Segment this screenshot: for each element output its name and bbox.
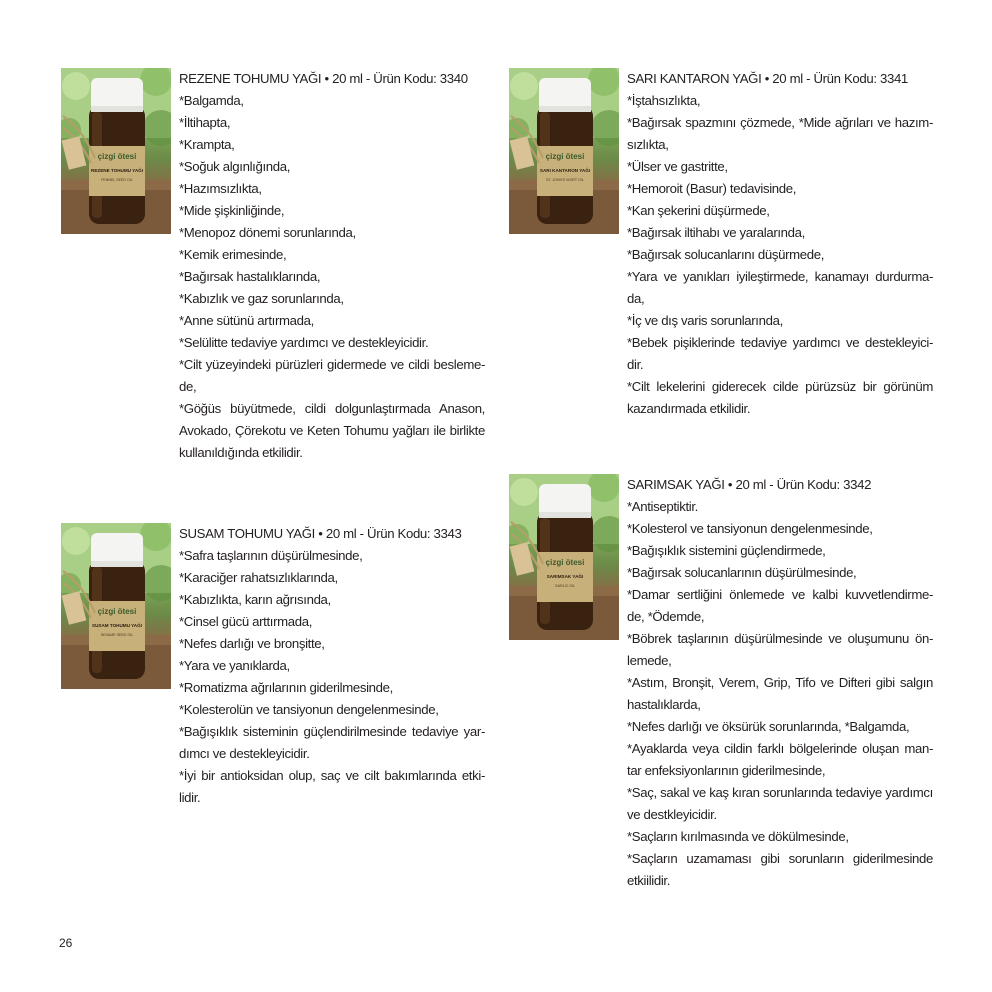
product-photo xyxy=(61,68,171,234)
benefit-line: *Ülser ve gastritte, xyxy=(627,159,728,174)
benefit-line: *Kan şekerini düşürmede, xyxy=(627,203,770,218)
benefit-line: *Ayaklarda veya cildin farklı bölgelerinde oluşan man- xyxy=(627,741,933,756)
benefit-line: *Bebek pişiklerinde tedaviye yardımcı ve destekleyici- xyxy=(627,335,933,350)
label-brand: çizgi ötesi xyxy=(97,152,137,161)
benefit-line: *Kabızlıkta, karın ağrısında, xyxy=(179,592,331,607)
benefit-line: *Karaciğer rahatsızlıklarında, xyxy=(179,570,338,585)
product-description xyxy=(179,68,485,464)
benefit-line: *Saç, sakal ve kaş kıran sorunlarında tedaviye yardımcı xyxy=(627,785,933,800)
benefit-line: *Mide şişkinliğinde, xyxy=(179,203,285,218)
product-title: SARIMSAK YAĞI • 20 ml - Ürün Kodu: 3342 xyxy=(627,477,872,492)
benefit-line: *Balgamda, xyxy=(179,93,244,108)
benefit-line: *Bağırsak iltihabı ve yaralarında, xyxy=(627,225,805,240)
benefit-line: de, xyxy=(179,379,197,394)
product-description xyxy=(627,68,933,420)
benefit-line: lemede, xyxy=(627,653,672,668)
benefit-line: *Hazımsızlıkta, xyxy=(179,181,262,196)
benefit-line: etkiilidir. xyxy=(627,873,671,888)
benefit-line: *Yara ve yanıklarda, xyxy=(179,658,290,673)
benefit-line: sızlıkta, xyxy=(627,137,669,152)
benefit-line: *Anne sütünü artırmada, xyxy=(179,313,314,328)
benefit-list xyxy=(627,90,933,420)
benefit-line: *Menopoz dönemi sorunlarında, xyxy=(179,225,356,240)
benefit-line: *Hemoroit (Basur) tedavisinde, xyxy=(627,181,797,196)
benefit-line: dımcı ve destekleyicidir. xyxy=(179,746,310,761)
label-product-name: SARI KANTARON YAĞI xyxy=(539,168,591,173)
label-product-name: SARIMSAK YAĞI xyxy=(546,574,584,579)
page-number: 26 xyxy=(59,936,73,950)
benefit-line: *Bağırsak spazmını çözmede, *Mide ağrıları ve hazım- xyxy=(627,115,933,130)
label-brand: çizgi ötesi xyxy=(545,152,585,161)
benefit-line: hastalıklarda, xyxy=(627,697,701,712)
benefit-line: *Göğüs büyütmede, cildi dolgunlaştırmada Anason, xyxy=(179,401,485,416)
benefit-line: *Antiseptiktir. xyxy=(627,499,698,514)
benefit-line: *Astım, Bronşit, Verem, Grip, Tifo ve Difteri gibi salgın xyxy=(627,675,933,690)
benefit-line: *Soğuk algınlığında, xyxy=(179,159,291,174)
benefit-line: *Kabızlık ve gaz sorunlarında, xyxy=(179,291,344,306)
benefit-line: *Selülitte tedaviye yardımcı ve destekleyicidir. xyxy=(179,335,429,350)
benefit-line: tar enfeksiyonlarının giderilmesinde, xyxy=(627,763,826,778)
benefit-line: *İştahsızlıkta, xyxy=(627,93,701,108)
benefit-line: *Kemik erimesinde, xyxy=(179,247,287,262)
benefit-line: *Bağışıklık sisteminin güçlendirilmesinde tedaviye yar- xyxy=(179,724,485,739)
benefit-line: *Saçların kırılmasında ve dökülmesinde, xyxy=(627,829,849,844)
label-product-name: SUSAM TOHUMU YAĞI xyxy=(92,623,142,628)
product-description xyxy=(179,523,485,809)
label-product-sub: GARLIC OIL xyxy=(554,584,576,588)
benefit-line: Avokado, Çörekotu ve Keten Tohumu yağları ile birlikte xyxy=(179,423,485,438)
oil-bottle-image xyxy=(61,523,171,689)
benefit-line: *Bağırsak solucanlarının düşürülmesinde, xyxy=(627,565,857,580)
benefit-line: *Kolesterol ve tansiyonun dengelenmesinde, xyxy=(627,521,873,536)
label-brand: çizgi ötesi xyxy=(97,607,137,616)
benefit-line: *Nefes darlığı ve bronşitte, xyxy=(179,636,325,651)
benefit-line: da, xyxy=(627,291,645,306)
label-product-name: REZENE TOHUMU YAĞI xyxy=(91,168,143,173)
label-brand: çizgi ötesi xyxy=(545,558,585,567)
oil-bottle-image xyxy=(509,68,619,234)
benefit-line: ve destkleyicidir. xyxy=(627,807,717,822)
product-title: REZENE TOHUMU YAĞI • 20 ml - Ürün Kodu: 3340 xyxy=(179,71,468,86)
benefit-line: *Kolesterolün ve tansiyonun dengelenmesinde, xyxy=(179,702,439,717)
benefit-line: *İltihapta, xyxy=(179,115,231,130)
benefit-line: lidir. xyxy=(179,790,201,805)
benefit-line: *Nefes darlığı ve öksürük sorunlarında, *Balgamda, xyxy=(627,719,910,734)
benefit-list xyxy=(179,90,485,464)
benefit-line: *Damar sertliğini önlemede ve kalbi kuvvetlendirme- xyxy=(627,587,933,602)
benefit-line: de, *Ödemde, xyxy=(627,609,705,624)
benefit-line: *Bağışıklık sistemini güçlendirmede, xyxy=(627,543,826,558)
product-title: SUSAM TOHUMU YAĞI • 20 ml - Ürün Kodu: 3343 xyxy=(179,526,462,541)
benefit-line: *Cinsel gücü arttırmada, xyxy=(179,614,313,629)
benefit-line: kullanıldığında etkilidir. xyxy=(179,445,303,460)
benefit-line: *Saçların uzamaması gibi sorunların giderilmesinde xyxy=(627,851,933,866)
benefit-line: *İç ve dış varis sorunlarında, xyxy=(627,313,783,328)
label-product-sub: FENNEL SEED OIL xyxy=(101,178,133,182)
benefit-line: *Cilt yüzeyindeki pürüzleri gidermede ve cildi besleme- xyxy=(179,357,485,372)
benefit-list xyxy=(179,545,485,809)
benefit-line: *Safra taşlarının düşürülmesinde, xyxy=(179,548,363,563)
benefit-line: *Yara ve yanıkları iyileştirmede, kanamayı durdurma- xyxy=(627,269,933,284)
oil-bottle-image xyxy=(61,68,171,234)
benefit-line: kazandırmada etkilidir. xyxy=(627,401,751,416)
product-photo xyxy=(61,523,171,689)
benefit-line: *Bağırsak hastalıklarında, xyxy=(179,269,321,284)
benefit-line: *Cilt lekelerini giderecek cilde pürüzsüz bir görünüm xyxy=(627,379,933,394)
product-photo xyxy=(509,68,619,234)
label-product-sub: SESAME SEED OIL xyxy=(100,633,134,637)
benefit-line: *Böbrek taşlarının düşürülmesinde ve oluşumunu ön- xyxy=(627,631,933,646)
product-photo xyxy=(509,474,619,640)
product-description xyxy=(627,474,933,892)
benefit-line: *İyi bir antioksidan olup, saç ve cilt bakımlarında etki- xyxy=(179,768,485,783)
benefit-line: *Bağırsak solucanlarını düşürmede, xyxy=(627,247,825,262)
benefit-list xyxy=(627,496,933,892)
benefit-line: *Krampta, xyxy=(179,137,235,152)
benefit-line: *Romatizma ağrılarının giderilmesinde, xyxy=(179,680,393,695)
benefit-line: dir. xyxy=(627,357,644,372)
label-product-sub: ST. JOHN'S WORT OIL xyxy=(546,178,584,182)
product-title: SARI KANTARON YAĞI • 20 ml - Ürün Kodu: 3341 xyxy=(627,71,908,86)
oil-bottle-image xyxy=(509,474,619,640)
